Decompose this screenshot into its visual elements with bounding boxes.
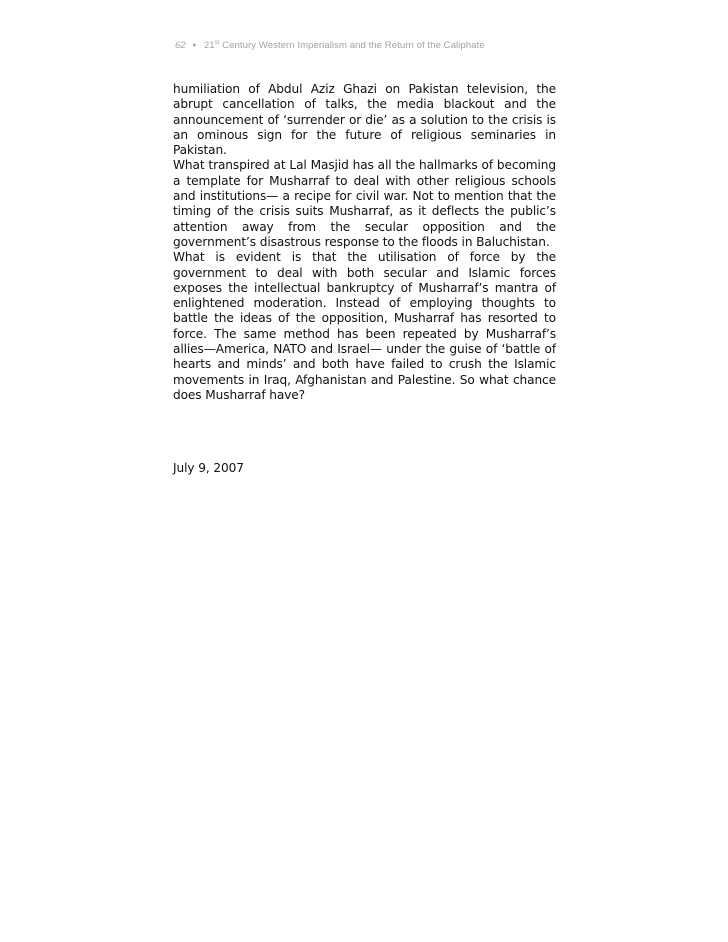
paragraph: What is evident is that the utilisation of force by the government to deal with both secular and Islamic forces exposes the intellectual bankruptcy of Musharraf’s mantra of enlightened moderation. Instead of employing thoughts to battle the ideas of the opposition, Musharraf has resorted to force. The same method has been repeated by Musharraf’s allies—America, NATO and Israel— under the guise of ‘battle of hearts and minds’ and both have failed to crush the Islamic movements in Iraq, Afghanistan and Palestine. So what chance does Musharraf have? (173, 250, 556, 402)
header-ordinal-number: 21 (203, 40, 215, 51)
page-number: 62 (175, 40, 186, 51)
article-date: July 9, 2007 (173, 461, 244, 475)
header-title: Century Western Imperialism and the Return of the Caliphate (222, 40, 485, 51)
header-ordinal-suffix: st (214, 39, 220, 46)
paragraph: humiliation of Abdul Aziz Ghazi on Pakistan television, the abrupt cancellation of talks, the media blackout and the announcement of ‘surrender or die’ as a solution to the crisis is an ominous sign for the future of religious seminaries in Pakistan. (173, 82, 556, 158)
paragraph: What transpired at Lal Masjid has all the hallmarks of becoming a template for Musharraf to deal with other religious schools and institutions— a recipe for civil war. Not to mention that the timing of the crisis suits Musharraf, as it deflects the public’s attention away from the secular opposition and the government’s disastrous response to the floods in Baluchistan. (173, 158, 556, 249)
body-text (173, 82, 556, 403)
running-header (175, 40, 565, 51)
diamond-bullet-icon: ♦ (192, 42, 197, 49)
